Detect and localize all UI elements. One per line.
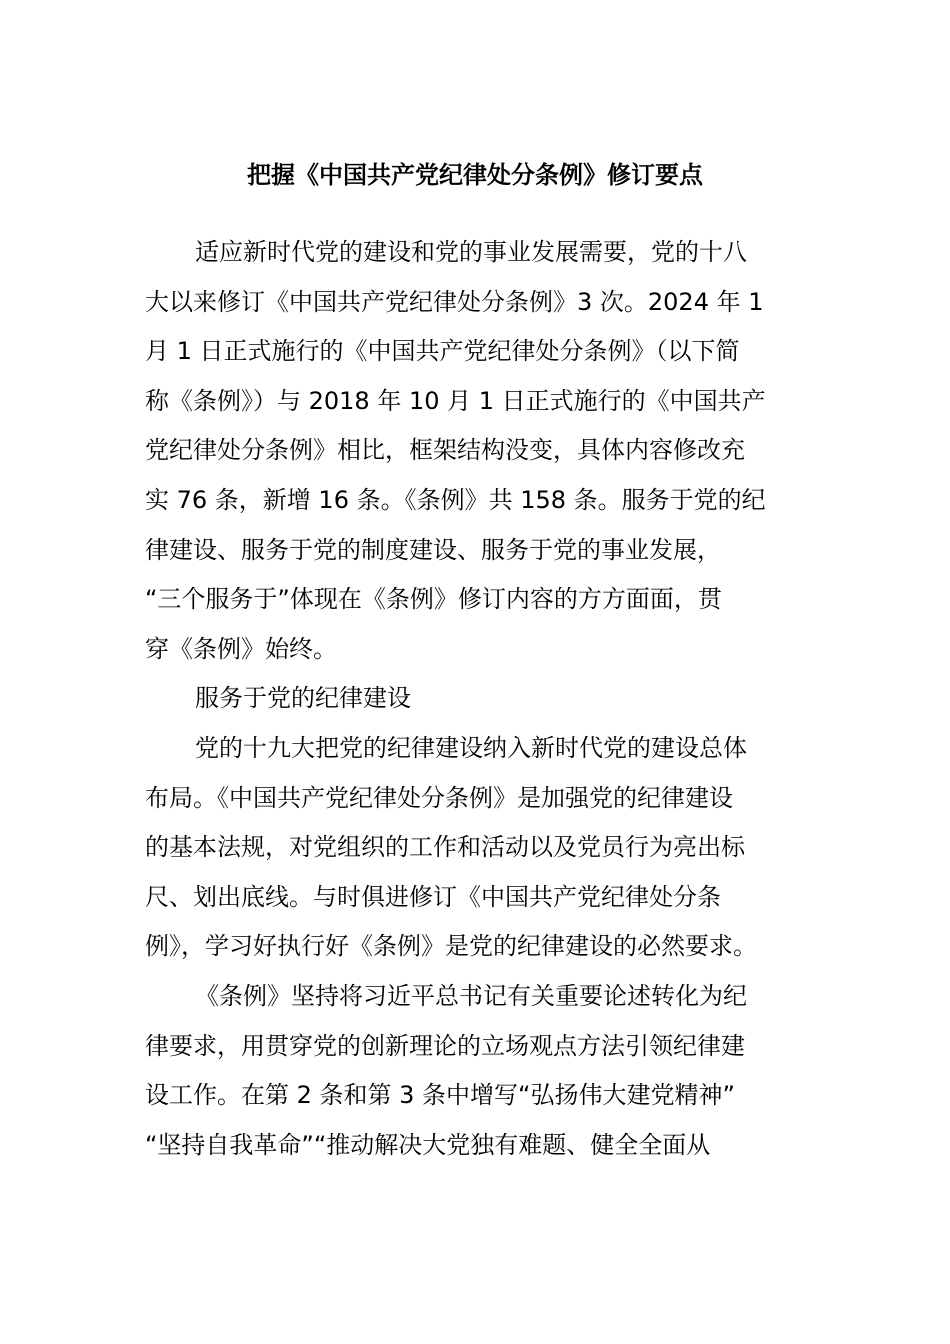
paragraph-line: 适应新时代党的建设和党的事业发展需要，党的十八 <box>195 238 747 266</box>
paragraph-line: 尺、划出底线。与时俱进修订《中国共产党纪律处分条 <box>145 882 721 911</box>
paragraph-line: 律要求，用贯穿党的创新理论的立场观点方法引领纪律建 <box>145 1031 745 1060</box>
paragraph-line: 月 1 日正式施行的《中国共产党纪律处分条例》（以下简 <box>145 337 740 366</box>
paragraph-line: 大以来修订《中国共产党纪律处分条例》3 次。2024 年 1 <box>145 287 764 316</box>
paragraph-line: “坚持自我革命”“推动解决大党独有难题、健全全面从 <box>145 1130 711 1159</box>
paragraph-line: 称《条例》）与 2018 年 10 月 1 日正式施行的《中国共产 <box>145 386 766 415</box>
paragraph-line: 穿《条例》始终。 <box>145 634 337 663</box>
paragraph-line: 党的十九大把党的纪律建设纳入新时代党的建设总体 <box>195 733 747 762</box>
section-heading: 服务于党的纪律建设 <box>195 684 411 713</box>
paragraph-line: 律建设、服务于党的制度建设、服务于党的事业发展， <box>145 535 721 564</box>
document-body <box>145 228 825 1170</box>
paragraph-line: “三个服务于”体现在《条例》修订内容的方方面面，贯 <box>145 585 722 614</box>
paragraph-line: 《条例》坚持将习近平总书记有关重要论述转化为纪 <box>195 981 747 1010</box>
paragraph-line: 布局。《中国共产党纪律处分条例》是加强党的纪律建设 <box>145 783 733 812</box>
paragraph-line: 设工作。在第 2 条和第 3 条中增写“弘扬伟大建党精神” <box>145 1081 735 1110</box>
paragraph-line: 党纪律处分条例》相比，框架结构没变，具体内容修改充 <box>145 436 745 465</box>
paragraph-line: 例》，学习好执行好《条例》是党的纪律建设的必然要求。 <box>145 932 757 961</box>
paragraph-line: 的基本法规，对党组织的工作和活动以及党员行为亮出标 <box>145 833 745 862</box>
document-title: 把握《中国共产党纪律处分条例》修订要点 <box>247 161 703 189</box>
paragraph-line: 实 76 条，新增 16 条。《条例》共 158 条。服务于党的纪 <box>145 485 766 514</box>
